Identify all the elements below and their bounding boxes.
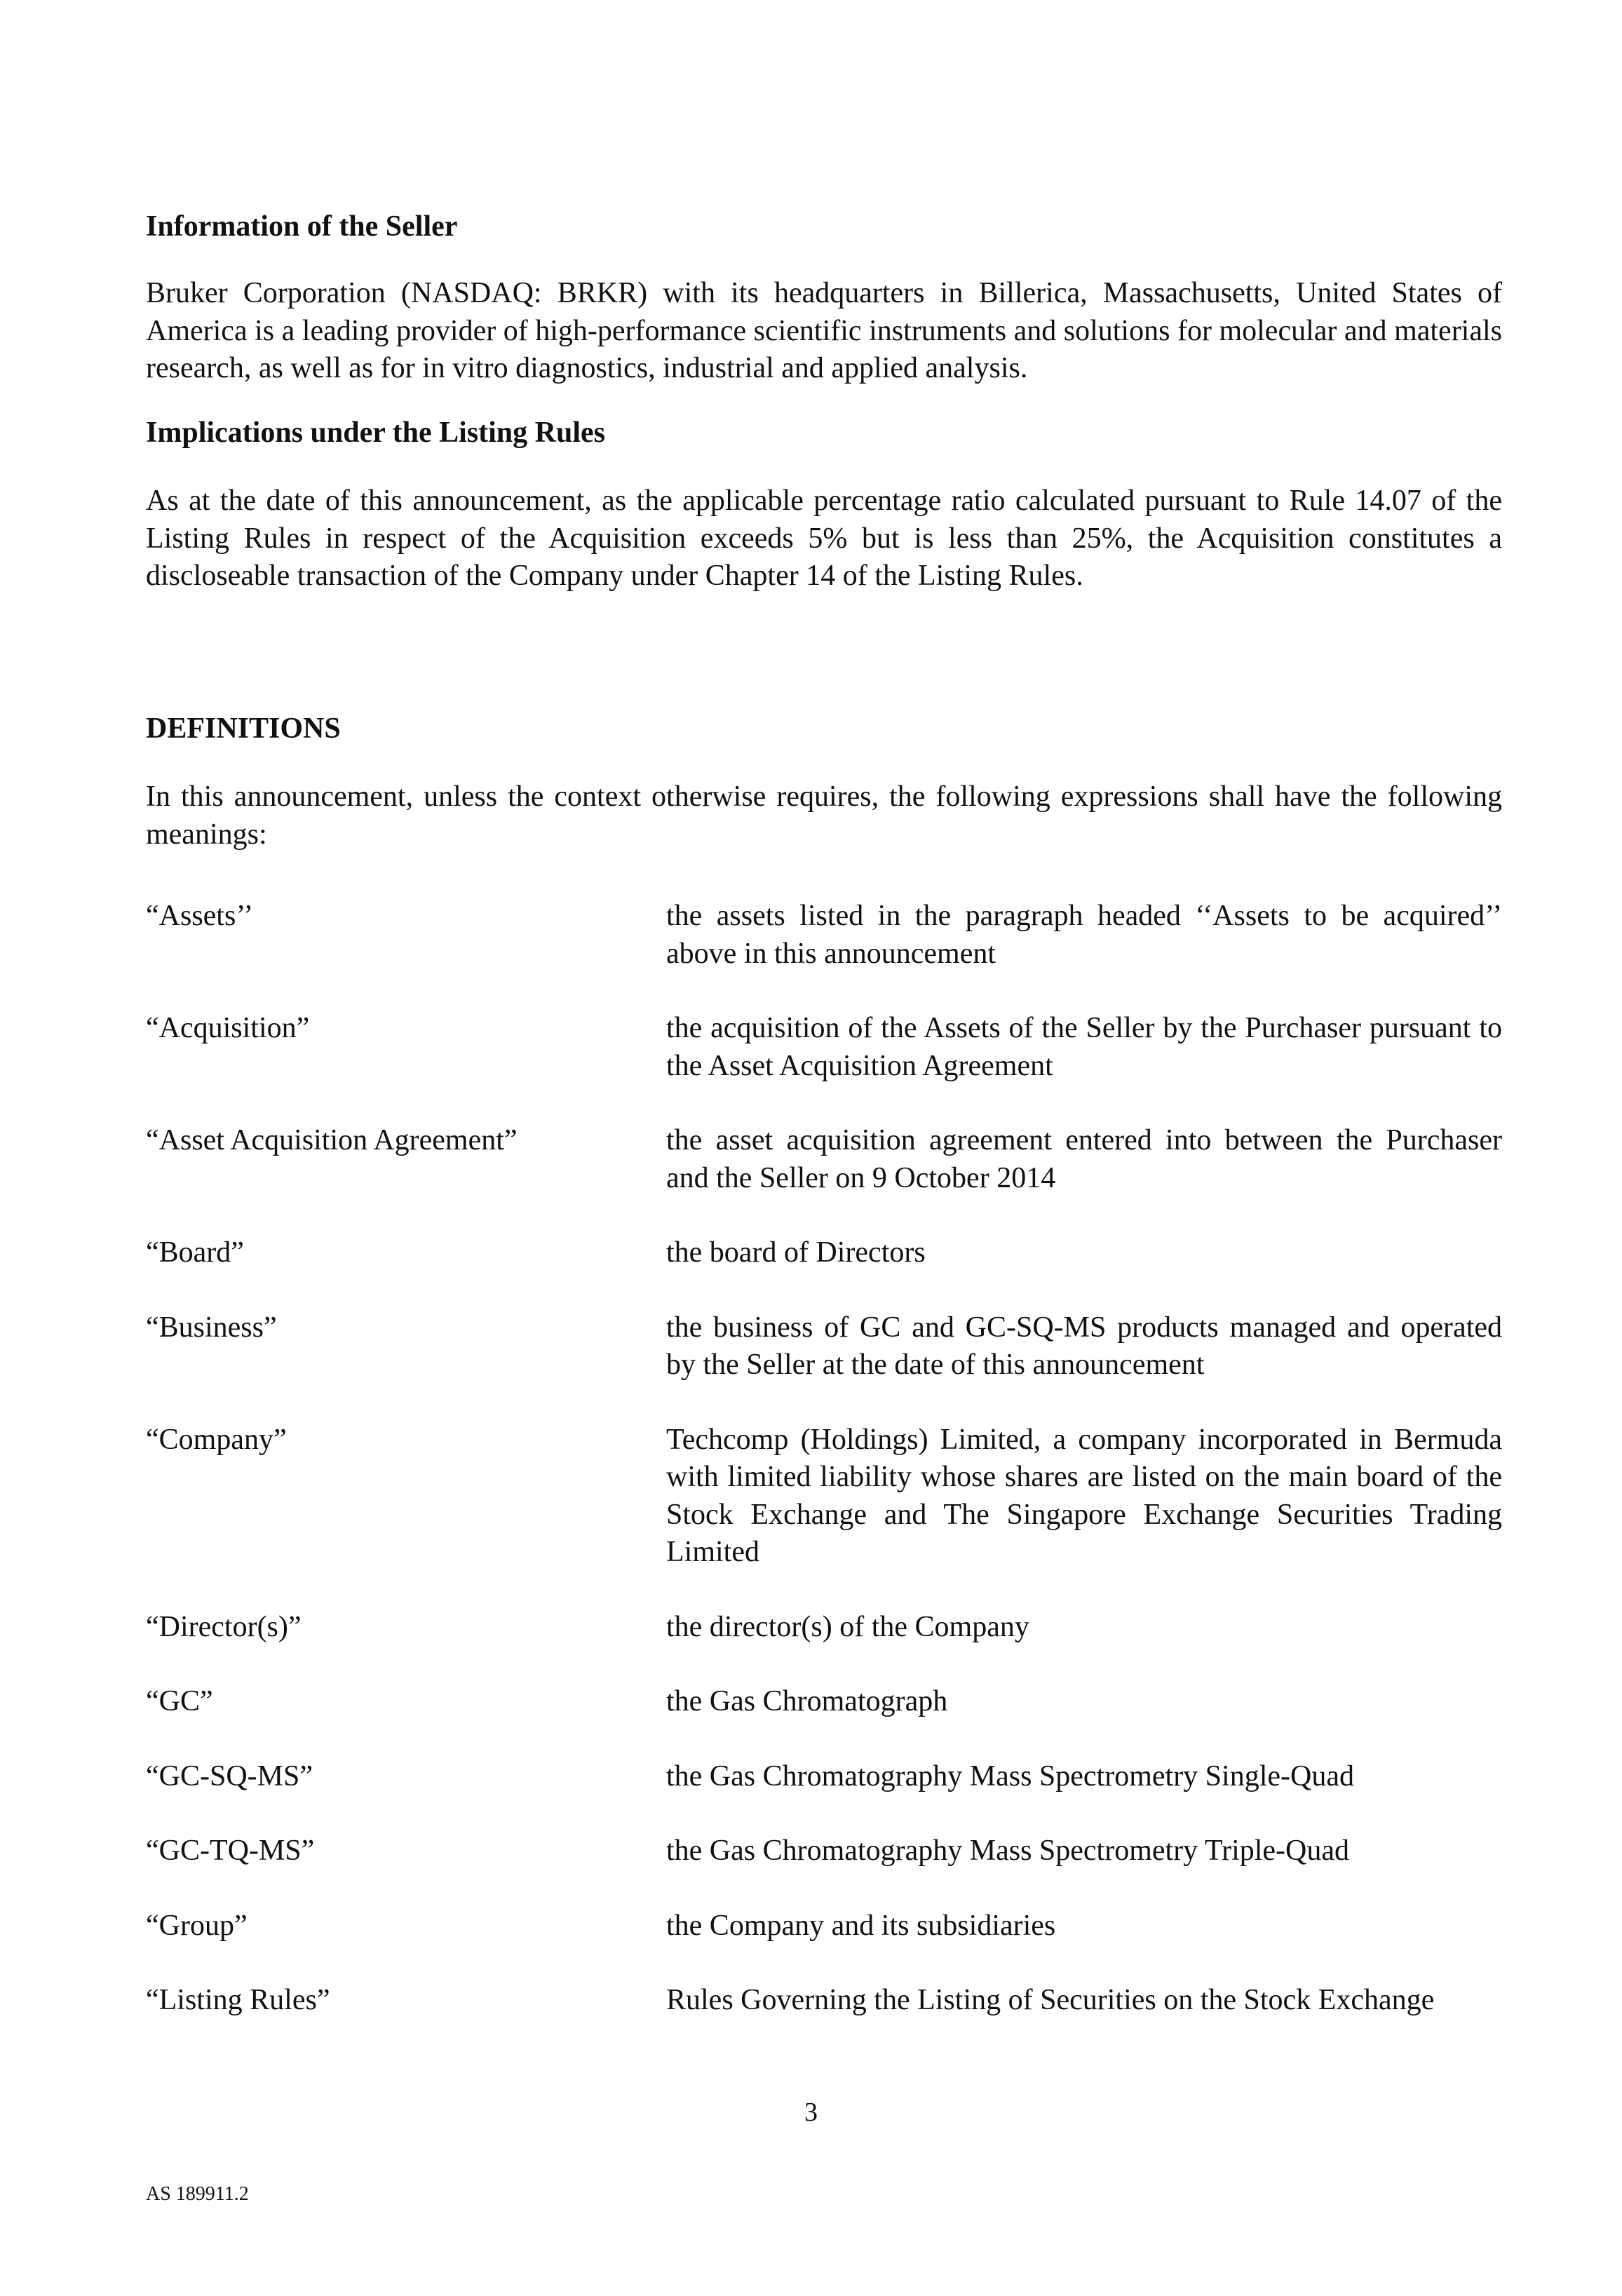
definition-term: “GC” (146, 1685, 213, 1717)
definitions-heading: DEFINITIONS (146, 713, 341, 745)
definition-term: “GC-TQ-MS” (146, 1835, 315, 1867)
definition-meaning: Rules Governing the Listing of Securities on the Stock Exchange (666, 1984, 1435, 2016)
definition-term: “GC-SQ-MS” (146, 1760, 313, 1792)
definition-row (146, 1422, 1502, 1572)
implications-paragraph: As at the date of this announcement, as the applicable percentage ratio calculated pursuant to Rule 14.07 of the Listing Rules in respect of the Acquisition exceeds 5% but is less than 25%, the Acquisition constitutes a discloseable transaction of the Company under Chapter 14 of the Listing Rules. (146, 485, 1502, 592)
definition-row (146, 1758, 1502, 1796)
definition-term: “Assets’’ (146, 900, 254, 932)
definitions-intro: In this announcement, unless the context otherwise requires, the following expressions shall have the following meanings: (146, 781, 1502, 851)
definition-term: “Listing Rules” (146, 1984, 330, 2016)
definition-term: “Asset Acquisition Agreement” (146, 1124, 518, 1156)
definition-row (146, 1309, 1502, 1384)
definition-meaning: the director(s) of the Company (666, 1610, 1029, 1643)
definition-meaning: Techcomp (Holdings) Limited, a company incorporated in Bermuda with limited liability whose shares are listed on the main board of the Stock Exchange and The Singapore Exchange Securities Trading Limited (666, 1423, 1502, 1568)
definition-row (146, 1907, 1502, 1945)
definition-meaning: the Gas Chromatograph (666, 1685, 948, 1717)
definition-term: “Director(s)” (146, 1610, 302, 1643)
definition-row (146, 1010, 1502, 1085)
definitions-list (146, 898, 1502, 2057)
seller-paragraph: Bruker Corporation (NASDAQ: BRKR) with its headquarters in Billerica, Massachusetts, United States of America is a leading provider of high-performance scientific instruments and solutions for molecular and materials research, as well as for in vitro diagnostics, industrial and applied analysis. (146, 277, 1502, 384)
definition-term: “Business” (146, 1311, 277, 1344)
definition-meaning: the asset acquisition agreement entered into between the Purchaser and the Seller on 9 October 2014 (666, 1124, 1502, 1194)
definition-term: “Group” (146, 1909, 248, 1942)
seller-heading: Information of the Seller (146, 210, 458, 243)
definition-row (146, 1609, 1502, 1647)
definition-row (146, 898, 1502, 973)
definition-row (146, 1122, 1502, 1197)
implications-heading: Implications under the Listing Rules (146, 417, 605, 449)
definition-meaning: the acquisition of the Assets of the Seller by the Purchaser pursuant to the Asset Acquisition Agreement (666, 1012, 1502, 1082)
definition-term: “Board” (146, 1236, 244, 1269)
definition-row (146, 1982, 1502, 2020)
definition-term: “Acquisition” (146, 1012, 310, 1044)
page-number: 3 (804, 2098, 818, 2127)
definition-meaning: the assets listed in the paragraph headed ‘‘Assets to be acquired’’ above in this announcement (666, 900, 1502, 970)
definition-row (146, 1832, 1502, 1870)
definition-row (146, 1234, 1502, 1272)
definition-meaning: the board of Directors (666, 1236, 926, 1269)
definition-meaning: the Gas Chromatography Mass Spectrometry Triple-Quad (666, 1835, 1350, 1867)
definition-meaning: the Gas Chromatography Mass Spectrometry Single-Quad (666, 1760, 1354, 1792)
definition-meaning: the business of GC and GC-SQ-MS products managed and operated by the Seller at the date of this announcement (666, 1311, 1502, 1381)
definition-term: “Company” (146, 1423, 287, 1456)
definition-row (146, 1683, 1502, 1721)
definition-meaning: the Company and its subsidiaries (666, 1909, 1056, 1942)
document-reference: AS 189911.2 (146, 2183, 249, 2205)
